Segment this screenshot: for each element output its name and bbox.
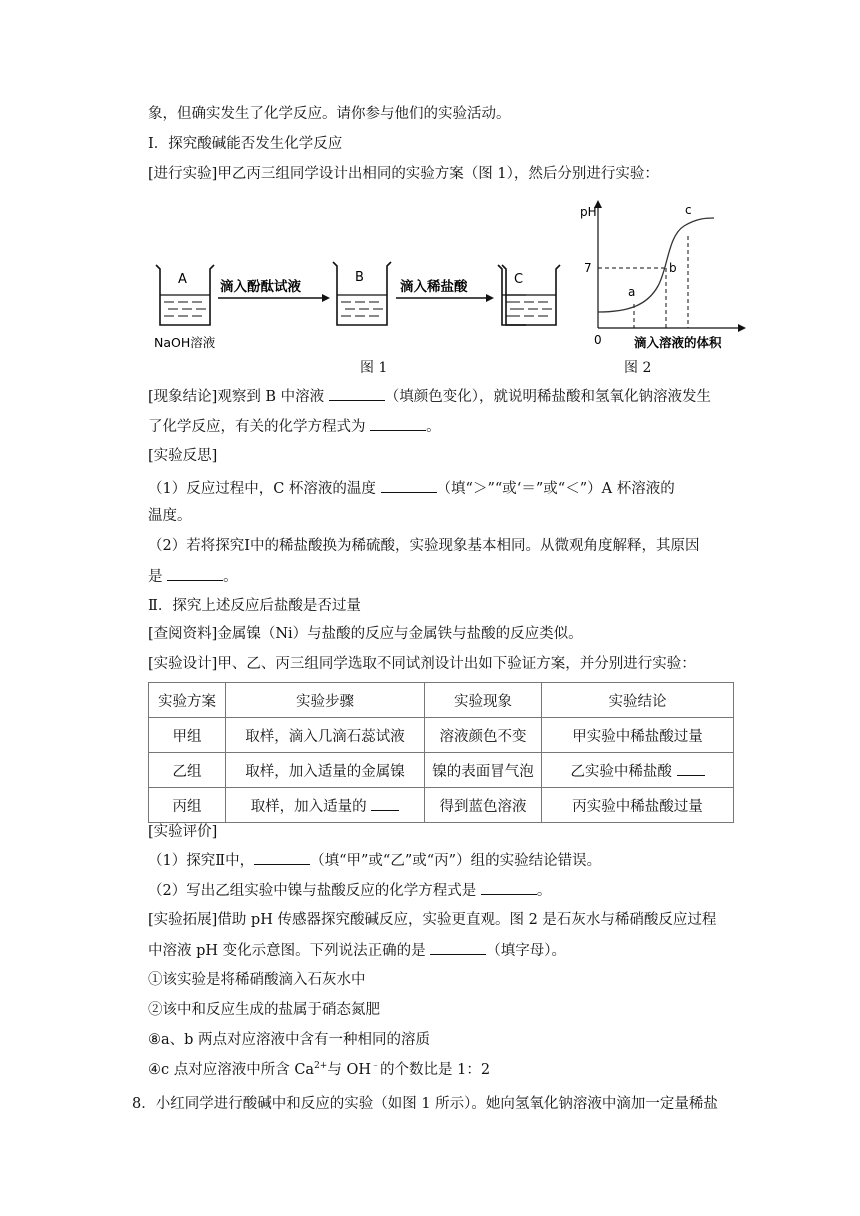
table-row [149, 788, 734, 823]
table-cell: 取样，加入适量的 [226, 788, 425, 823]
question-8-line: 8．小红同学进行酸碱中和反应的实验（如图 1 所示）。她向氢氧化钠溶液中滴加一定量稀盐 [132, 1096, 718, 1112]
option-4: ④c 点对应溶液中所含 $Ca^{2+}$与 OH﹣的个数比是 1：2 [148, 1061, 491, 1078]
table-header: 实验现象 [425, 683, 542, 718]
answer-blank[interactable] [381, 478, 437, 493]
answer-blank[interactable] [481, 880, 537, 895]
reflection-q1: （1）反应过程中，C 杯溶液的温度 （填“＞”“或‘＝”或“＜”）A 杯溶液的 [148, 478, 675, 499]
tick-7: 7 [584, 261, 592, 275]
arrow2-label: 滴入稀盐酸 [400, 279, 468, 295]
answer-blank[interactable] [430, 940, 486, 955]
reflection-q2: （2）若将探究Ⅰ中的稀盐酸换为稀硫酸，实验现象基本相同。从微观角度解释，其原因 [148, 538, 700, 554]
x-axis-label: 滴入溶液的体积 [634, 335, 722, 350]
table-cell: 得到蓝色溶液 [425, 788, 542, 823]
answer-blank[interactable] [167, 566, 223, 581]
experiment-line: [进行实验]甲乙丙三组同学设计出相同的实验方案（图 1），然后分别进行实验： [148, 166, 659, 182]
conclusion-line-2: 了化学反应，有关的化学方程式为 。 [148, 416, 441, 437]
answer-blank[interactable] [677, 761, 705, 776]
table-cell: 取样，加入适量的金属镍 [226, 753, 425, 788]
table-cell: 取样，滴入几滴石蕊试液 [226, 718, 425, 753]
intro-line: 象，但确实发生了化学反应。请你参与他们的实验活动。 [148, 106, 511, 122]
table-header: 实验结论 [542, 683, 734, 718]
point-c-label: c [685, 203, 692, 217]
origin-label: 0 [594, 333, 602, 347]
part2-title: Ⅱ．探究上述反应后盐酸是否过量 [148, 598, 361, 614]
extension-line-2: 中溶液 pH 变化示意图。下列说法正确的是 （填字母）。 [148, 940, 566, 961]
answer-blank[interactable] [254, 850, 310, 865]
figure-2 [572, 196, 752, 356]
beaker-b [333, 262, 391, 325]
beaker-a [156, 265, 214, 325]
experiment-table [148, 682, 734, 823]
option-2: ②该中和反应生成的盐属于硝态氮肥 [148, 1002, 380, 1018]
point-b-label: b [669, 261, 677, 275]
figure-1 [148, 255, 528, 380]
y-axis-label: pH [580, 205, 597, 219]
table-cell: 甲实验中稀盐酸过量 [542, 718, 734, 753]
evaluation-title: [实验评价] [148, 824, 218, 840]
info-line: [查阅资料]金属镍（Ni）与盐酸的反应与金属铁与盐酸的反应类似。 [148, 626, 583, 642]
option-1: ①该实验是将稀硝酸滴入石灰水中 [148, 972, 366, 988]
table-cell: 乙组 [149, 753, 226, 788]
answer-blank[interactable] [371, 796, 399, 811]
evaluation-q2: （2）写出乙组实验中镍与盐酸反应的化学方程式是 。 [148, 880, 551, 901]
table-cell: 甲组 [149, 718, 226, 753]
answer-blank[interactable] [370, 416, 426, 431]
part1-title: Ⅰ．探究酸碱能否发生化学反应 [148, 136, 343, 152]
table-cell: 丙组 [149, 788, 226, 823]
extension-line-1: [实验拓展]借助 pH 传感器探究酸碱反应，实验更直观。图 2 是石灰水与稀硝酸反应过程 [148, 912, 717, 928]
table-header-row [149, 683, 734, 718]
reflection-q1-cont: 温度。 [148, 508, 192, 524]
design-line: [实验设计]甲、乙、丙三组同学选取不同试剂设计出如下验证方案，并分别进行实验： [148, 656, 696, 672]
beaker-b-label: B [355, 270, 364, 285]
answer-blank[interactable] [329, 386, 385, 401]
table-cell: 溶液颜色不变 [425, 718, 542, 753]
reflection-q2-cont: 是 。 [148, 566, 238, 587]
conclusion-line-1: [现象结论]观察到 B 中溶液 （填颜色变化），就说明稀盐酸和氢氧化钠溶液发生 [148, 386, 711, 407]
arrow1-label: 滴入酚酞试液 [220, 279, 301, 295]
table-cell: 镍的表面冒气泡 [425, 753, 542, 788]
table-row [149, 718, 734, 753]
option-3: ⑧a、b 两点对应溶液中含有一种相同的溶质 [148, 1032, 431, 1048]
figure-1-caption: 图 1 [360, 360, 388, 376]
table-header: 实验步骤 [226, 683, 425, 718]
beaker-a-label: A [178, 272, 187, 287]
naoh-label: NaOH溶液 [154, 335, 216, 350]
point-a-label: a [628, 285, 636, 299]
ph-curve [598, 218, 714, 312]
beaker-c-label: C [514, 272, 524, 287]
table-cell: 乙实验中稀盐酸 [542, 753, 734, 788]
figure-2-caption: 图 2 [624, 360, 652, 376]
table-row [149, 753, 734, 788]
table-cell: 丙实验中稀盐酸过量 [542, 788, 734, 823]
reflection-title: [实验反思] [148, 448, 218, 464]
table-header: 实验方案 [149, 683, 226, 718]
evaluation-q1: （1）探究Ⅱ中， （填“甲”或“乙”或“丙”）组的实验结论错误。 [148, 850, 601, 871]
